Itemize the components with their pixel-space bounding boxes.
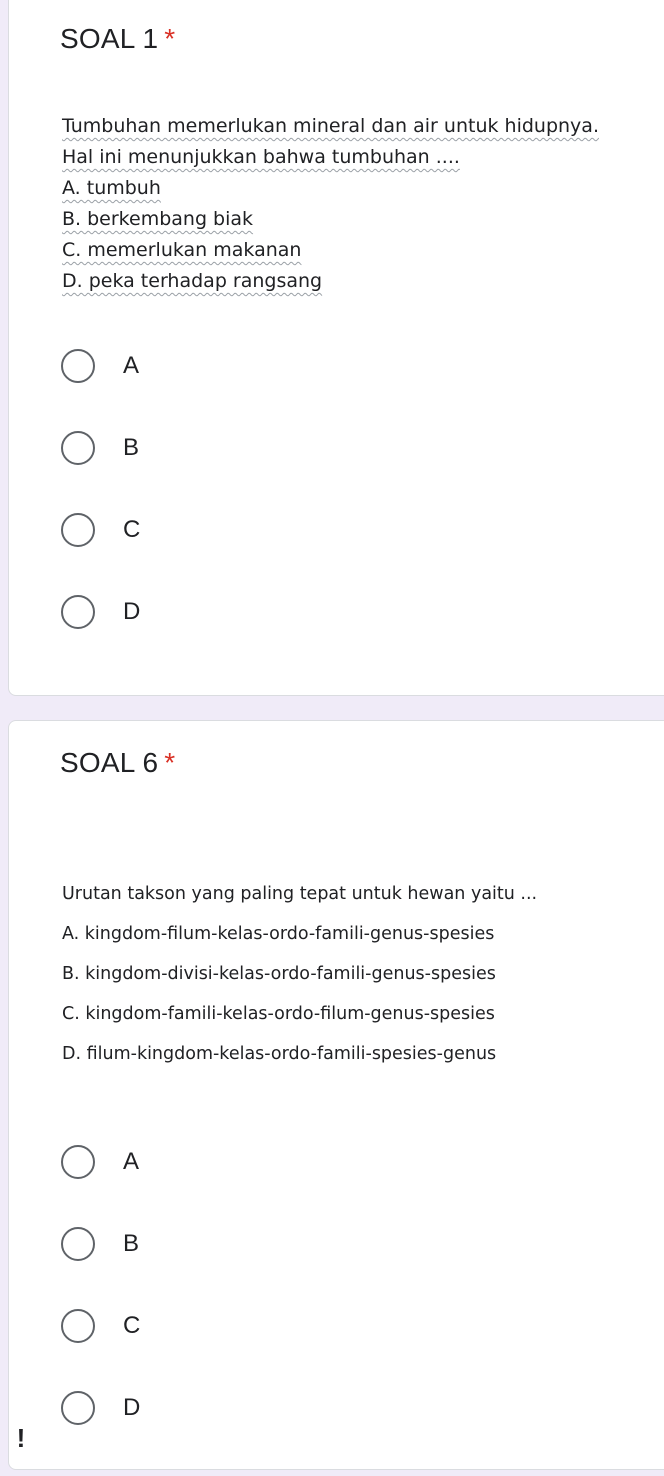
choice-text-c: C. memerlukan makanan (62, 239, 302, 261)
question-title-text: SOAL 1 (60, 23, 159, 54)
radio-group (61, 1121, 140, 1449)
radio-button[interactable] (61, 513, 95, 547)
radio-option-d[interactable] (61, 571, 140, 653)
radio-option-a[interactable] (61, 325, 140, 407)
radio-option-c[interactable] (61, 1285, 140, 1367)
question-title (60, 23, 175, 55)
radio-option-d[interactable] (61, 1367, 140, 1449)
radio-button[interactable] (61, 595, 95, 629)
required-asterisk: * (164, 23, 176, 54)
radio-label[interactable]: A (123, 1148, 140, 1175)
choice-text-d: D. peka terhadap rangsang (62, 270, 323, 292)
radio-option-b[interactable] (61, 1203, 140, 1285)
radio-label[interactable]: A (123, 352, 140, 379)
question-line: Urutan takson yang paling tepat untuk hewan yaitu ... (62, 884, 538, 904)
radio-label[interactable]: C (123, 1312, 141, 1339)
question-text (62, 111, 599, 297)
radio-button[interactable] (61, 1145, 95, 1179)
alert-icon: ! (16, 1423, 26, 1453)
radio-group (61, 325, 140, 653)
question-title (60, 747, 175, 779)
choice-text-d: D. filum-kingdom-kelas-ordo-famili-spesies-genus (62, 1044, 497, 1064)
radio-label[interactable]: B (123, 1230, 140, 1257)
radio-option-b[interactable] (61, 407, 140, 489)
radio-label[interactable]: C (123, 516, 141, 543)
choice-text-c: C. kingdom-famili-kelas-ordo-filum-genus-spesies (62, 1004, 495, 1024)
question-title-text: SOAL 6 (60, 747, 159, 778)
radio-option-a[interactable] (61, 1121, 140, 1203)
question-card-soal-1 (8, 0, 664, 696)
radio-label[interactable]: D (123, 598, 141, 625)
required-asterisk: * (164, 747, 176, 778)
radio-label[interactable]: D (123, 1394, 141, 1421)
choice-text-a: A. tumbuh (62, 177, 161, 199)
choice-text-b: B. berkembang biak (62, 208, 254, 230)
question-card-soal-6 (8, 720, 664, 1470)
radio-button[interactable] (61, 349, 95, 383)
question-line: Hal ini menunjukkan bahwa tumbuhan .... (62, 146, 460, 168)
radio-label[interactable]: B (123, 434, 140, 461)
radio-option-c[interactable] (61, 489, 140, 571)
question-text (62, 874, 537, 1074)
radio-button[interactable] (61, 1227, 95, 1261)
question-line: Tumbuhan memerlukan mineral dan air untuk hidupnya. (62, 115, 599, 137)
choice-text-a: A. kingdom-filum-kelas-ordo-famili-genus-spesies (62, 924, 495, 944)
radio-button[interactable] (61, 1309, 95, 1343)
choice-text-b: B. kingdom-divisi-kelas-ordo-famili-genus-spesies (62, 964, 496, 984)
radio-button[interactable] (61, 1391, 95, 1425)
radio-button[interactable] (61, 431, 95, 465)
